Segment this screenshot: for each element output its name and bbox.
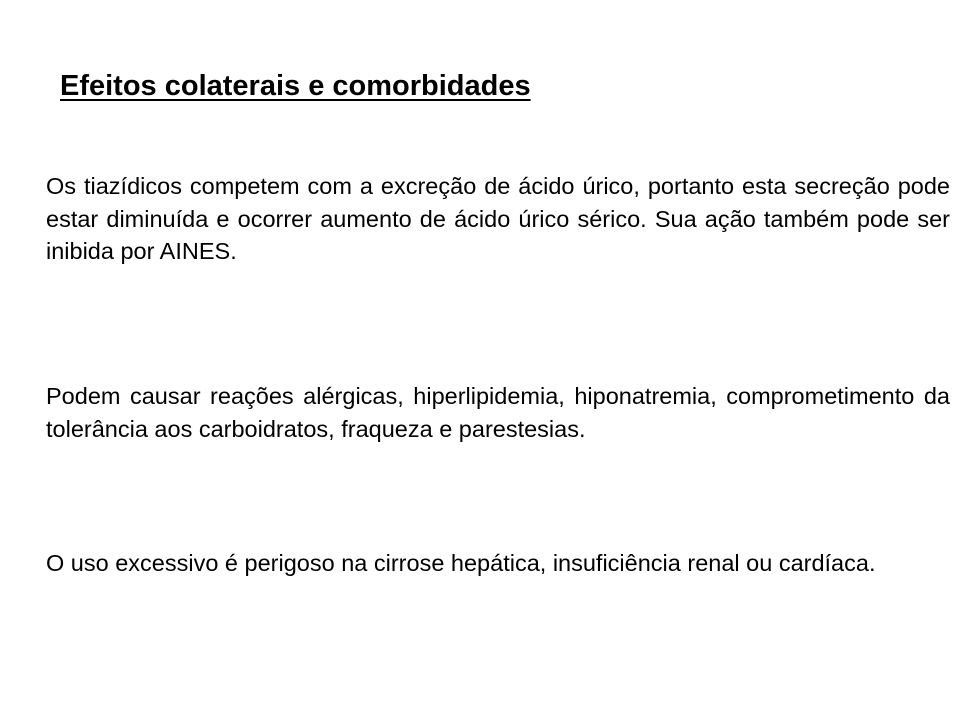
paragraph-reactions: Podem causar reações alérgicas, hiperlipidemia, hiponatremia, comprometimento da tolerância aos carboidratos, fraqueza e parestesias.	[46, 383, 950, 442]
slide-title: Efeitos colaterais e comorbidades	[60, 70, 531, 102]
paragraph-uric-acid: Os tiazídicos competem com a excreção de ácido úrico, portanto esta secreção pode estar diminuída e ocorrer aumento de ácido úrico sérico. Sua ação também pode ser inibida por AINES.	[46, 173, 950, 264]
paragraph-excessive-use: O uso excessivo é perigoso na cirrose hepática, insuficiência renal ou cardíaca.	[46, 550, 876, 576]
